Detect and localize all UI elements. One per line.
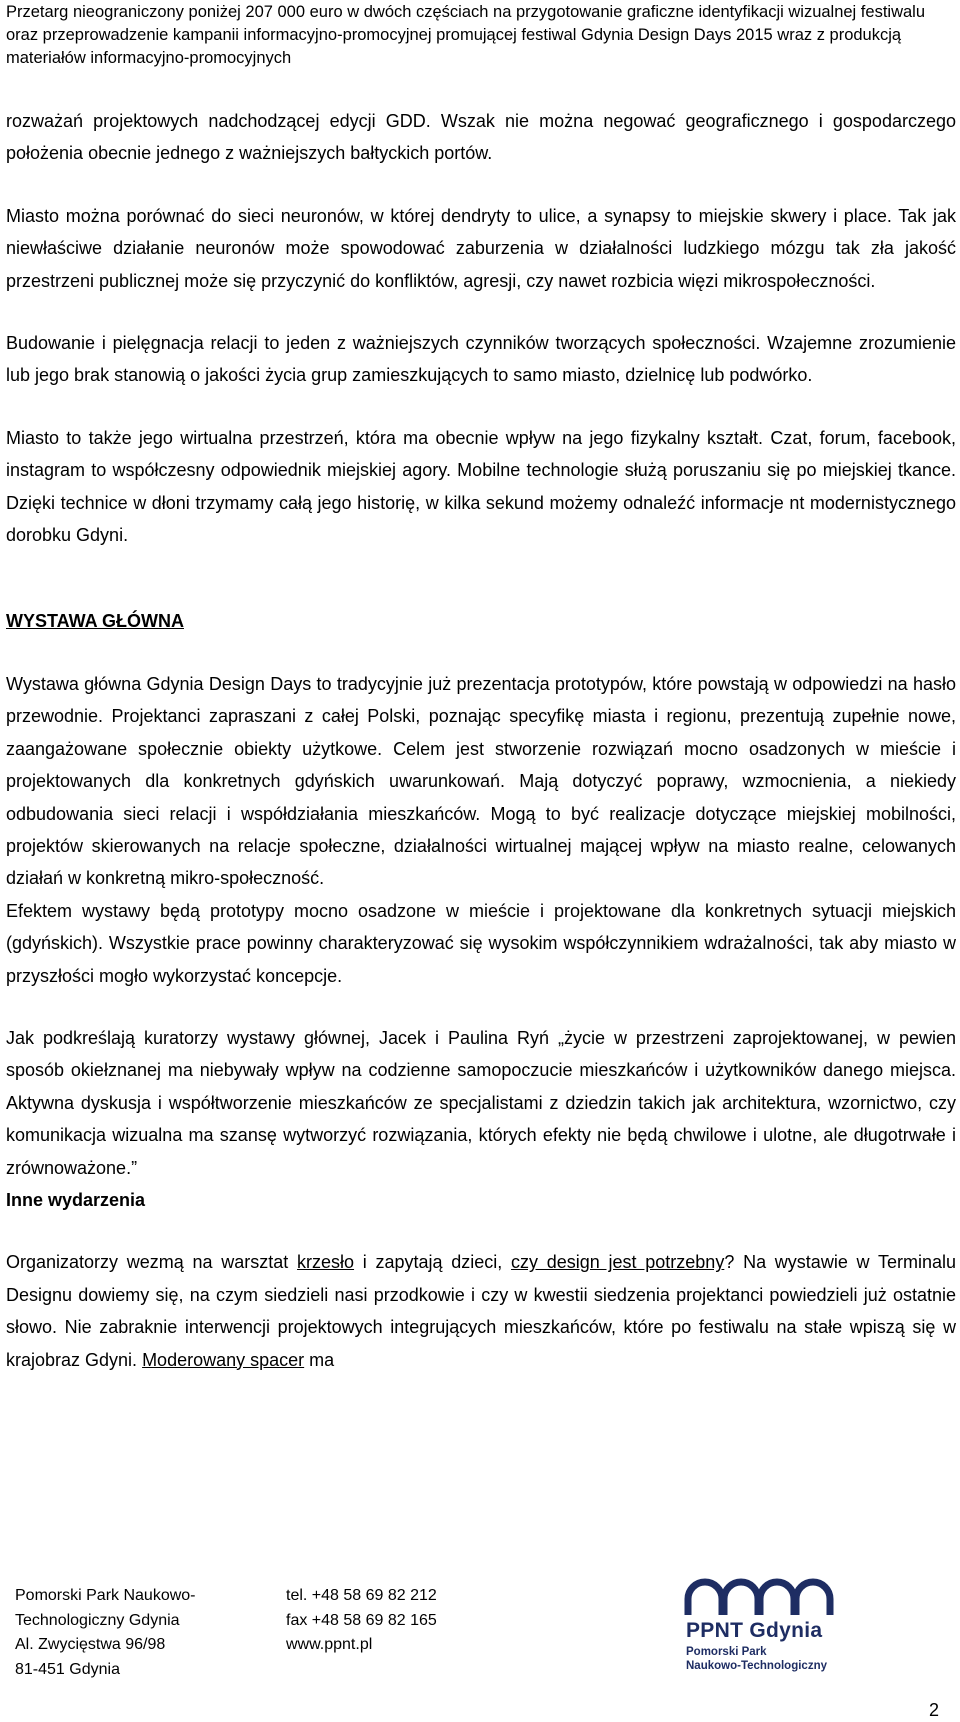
link-chair[interactable]: krzesło: [297, 1252, 355, 1273]
footer-address: [15, 1584, 196, 1682]
link-moderated-walk[interactable]: Moderowany spacer: [142, 1349, 305, 1370]
page-number: 2: [928, 1700, 939, 1720]
text-run: ? Na wystawie w Terminalu Designu dowiemy się, na czym siedzieli nasi przodkowie i czy w kwestii siedzenia projektanci powiedzieli już ostatnie słowo. Nie zabraknie interwencji projektowych integrujących mieszkańców, które po festiwalu na stałe wpiszą się w krajobraz Gdyni.: [6, 1252, 956, 1370]
logo-subtitle: [686, 1645, 827, 1673]
ppnt-logo: [684, 1575, 844, 1675]
paragraph: rozważań projektowych nadchodzącej edycji GDD. Wszak nie można negować geograficznego i gospodarczego położenia obecnie jednego z ważniejszych bałtyckich portów.: [6, 111, 956, 164]
website-link[interactable]: www.ppnt.pl: [286, 1636, 373, 1653]
paragraph: [6, 1246, 956, 1376]
header-line: Przetarg nieograniczony poniżej 207 000 euro w dwóch częściach na przygotowanie graficzne identyfikacji wizualnej festiwalu: [6, 3, 926, 21]
document-body: [6, 105, 956, 1376]
text-run: i zapytają dzieci,: [354, 1252, 512, 1273]
paragraph: Miasto można porównać do sieci neuronów, w której dendryty to ulice, a synapsy to miejskie skwery i place. Tak jak niewłaściwe działanie neuronów może spowodować zaburzenia w działalności ludzkiego mózgu tak zła jakość przestrzeni publicznej może się przyczynić do konfliktów, agresji, czy nawet rozbicia więzi mikrospołeczności.: [6, 205, 956, 291]
address-line: 81-451 Gdynia: [15, 1660, 120, 1678]
footer-contact: [286, 1584, 437, 1658]
logo-arches-icon: [684, 1575, 834, 1617]
fax-number: fax +48 58 69 82 165: [286, 1611, 437, 1629]
address-line: Al. Zwycięstwa 96/98: [15, 1636, 166, 1653]
header-line: materiałów informacyjno-promocyjnych: [6, 49, 292, 67]
page-header: [6, 0, 956, 70]
section-heading-main-exhibition: [6, 605, 956, 637]
phone-number: tel. +48 58 69 82 212: [286, 1587, 437, 1604]
page-footer: [0, 1575, 960, 1722]
link-is-design-needed[interactable]: czy design jest potrzebny: [511, 1252, 725, 1273]
header-line: oraz przeprowadzenie kampanii informacyjno-promocyjnej promującej festiwal Gdynia Design Days 2015 wraz z produkcją: [6, 26, 902, 44]
text-run: Organizatorzy wezmą na warsztat: [6, 1252, 298, 1273]
paragraph: Efektem wystawy będą prototypy mocno osadzone w mieście i projektowane dla konkretnych sytuacji miejskich (gdyńskich). Wszystkie prace powinny charakteryzować się wysokim współczynnikiem wdrażalności, tak aby miasto w przyszłości mogło wykorzystać koncepcje.: [6, 900, 956, 986]
paragraph: Budowanie i pielęgnacja relacji to jeden z ważniejszych czynników tworzących społeczności. Wzajemne zrozumienie lub jego brak stanowią o jakości życia grup zamieszkujących to samo miasto, dzielnicę lub podwórko.: [6, 333, 956, 386]
text-run: ma: [304, 1349, 335, 1370]
paragraph: Jak podkreślają kuratorzy wystawy głównej, Jacek i Paulina Ryń „życie w przestrzeni zaprojektowanej, w pewien sposób okiełznanej ma niebywały wpływ na codzienne samopoczucie mieszkańców i użytkowników danego miejsca. Aktywna dyskusja i współtworzenie mieszkańców ze specjalistami z dziedzin takich jak architektura, wzornictwo, czy komunikacja wizualna ma szansę wytworzyć rozwiązania, których efekty nie będą chwilowe i ulotne, ale długotrwałe i zrównoważone.”: [6, 1027, 956, 1178]
paragraph: Miasto to także jego wirtualna przestrzeń, która ma obecnie wpływ na jego fizykalny kształt. Czat, forum, facebook, instagram to współczesny odpowiednik miejskiej agory. Mobilne technologie służą poruszaniu się po miejskiej tkance. Dzięki technice w dłoni trzymamy całą jego historię, w kilka sekund możemy odnaleźć informacje nt modernistycznego dorobku Gdyni.: [6, 427, 956, 546]
address-line: Pomorski Park Naukowo-: [15, 1587, 196, 1604]
section-heading-other-events: Inne wydarzenia: [6, 1189, 146, 1210]
logo-subtitle-line: Pomorski Park: [686, 1646, 767, 1658]
logo-subtitle-line: Naukowo-Technologiczny: [686, 1660, 827, 1672]
paragraph: Wystawa główna Gdynia Design Days to tradycyjnie już prezentacja prototypów, które powstają w odpowiedzi na hasło przewodnie. Projektanci zapraszani z całej Polski, poznając specyfikę miasta i regionu, prezentują zupełnie nowe, zaangażowane społecznie obiekty użytkowe. Celem jest stworzenie rozwiązań mocno osadzonych w mieście i projektowanych dla konkretnych gdyńskich uwarunkowań. Mają dotyczyć poprawy, wzmocnienia, a niekiedy odbudowania sieci relacji i współdziałania mieszkańców. Mogą to być realizacje dotyczące miejskiej mobilności, projektów skierowanych na relacje społeczne, działalności wirtualnej mającej wpływ na miasto realne, celowanych działań w konkretną mikro-społeczność.: [6, 673, 956, 889]
heading-text: WYSTAWA GŁÓWNA: [6, 611, 184, 632]
logo-title: PPNT Gdynia: [686, 1619, 823, 1642]
address-line: Technologiczny Gdynia: [15, 1611, 180, 1629]
